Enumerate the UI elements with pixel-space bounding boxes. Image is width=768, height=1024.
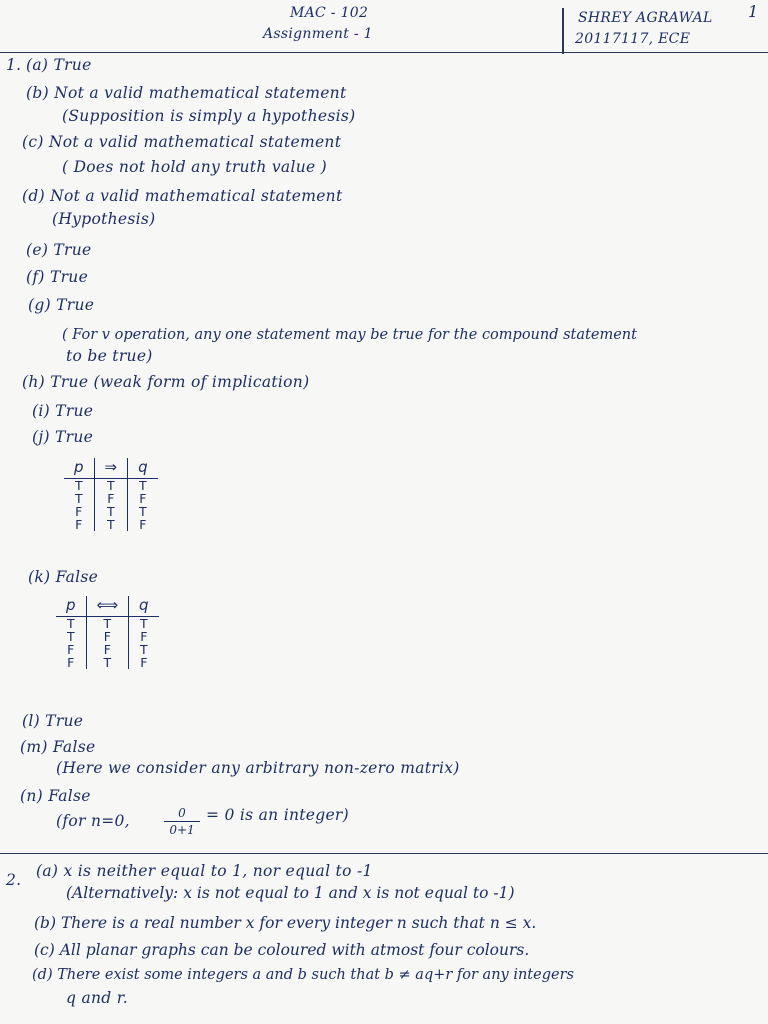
table-cell: F	[128, 492, 158, 505]
fraction-denominator: 0+1	[169, 823, 195, 837]
q1-part-c: (c) Not a valid mathematical statement	[22, 133, 342, 151]
q1-part-f: (f) True	[26, 268, 89, 286]
table-cell: F	[75, 504, 83, 519]
table-j-header-q: q	[128, 458, 158, 479]
q1-part-e: (e) True	[26, 241, 92, 259]
q1-part-d-note: (Hypothesis)	[52, 210, 156, 228]
q2-part-c: (c) All planar graphs can be coloured with atmost four colours.	[34, 941, 530, 959]
table-cell: T	[94, 518, 128, 531]
q1-part-k: (k) False	[28, 568, 99, 586]
q1-part-b: (b) Not a valid mathematical statement	[26, 84, 347, 102]
assignment-title: Assignment - 1	[263, 26, 373, 42]
section-divider	[0, 853, 768, 854]
table-cell: T	[66, 616, 75, 631]
q1-part-m: (m) False	[20, 738, 96, 756]
q1-number: 1.	[6, 56, 22, 74]
q2-part-d: (d) There exist some integers a and b such that b ≠ aq+r for any integers	[32, 967, 574, 983]
table-cell: T	[128, 505, 158, 518]
q2-part-b: (b) There is a real number x for every integer n such that n ≤ x.	[34, 914, 537, 932]
fraction-zero-over-zero-plus-one	[164, 806, 200, 837]
table-cell: T	[74, 491, 83, 506]
q1-part-n: (n) False	[20, 787, 91, 805]
table-cell: T	[129, 643, 159, 656]
truth-table-implication	[64, 458, 158, 531]
q2-part-d-cont: q and r.	[66, 989, 128, 1007]
table-cell: T	[129, 617, 159, 631]
student-name: SHREY AGRAWAL	[578, 10, 713, 26]
table-cell: F	[94, 492, 128, 505]
table-j-header-p: p	[64, 458, 94, 479]
q1-part-g-note-cont: to be true)	[66, 347, 153, 365]
table-row	[64, 479, 158, 493]
q1-part-n-note-cont: = 0 is an integer)	[206, 806, 349, 824]
table-cell: F	[86, 643, 129, 656]
table-cell: F	[75, 517, 83, 532]
q1-part-i: (i) True	[32, 402, 94, 420]
table-k-header-q: q	[129, 596, 159, 617]
q1-part-g: (g) True	[28, 296, 95, 314]
q1-part-l: (l) True	[22, 712, 84, 730]
table-row	[56, 656, 159, 669]
q1-part-j: (j) True	[32, 428, 94, 446]
table-cell: T	[86, 617, 129, 631]
table-cell: F	[67, 642, 75, 657]
q1-part-c-note: ( Does not hold any truth value )	[62, 158, 328, 176]
table-cell: T	[128, 479, 158, 493]
q1-part-d: (d) Not a valid mathematical statement	[22, 187, 343, 205]
table-row	[56, 617, 159, 631]
q1-part-h: (h) True (weak form of implication)	[22, 373, 310, 391]
q1-part-a: (a) True	[26, 56, 92, 74]
table-cell: T	[94, 505, 128, 518]
fraction-bar	[164, 821, 200, 822]
table-cell: F	[86, 630, 129, 643]
table-cell: F	[67, 655, 75, 670]
q1-part-g-note: ( For v operation, any one statement may be true for the compound statement	[62, 327, 637, 343]
table-cell: T	[86, 656, 129, 669]
table-cell: F	[129, 630, 159, 643]
page-number: 1	[748, 2, 759, 21]
fraction-numerator: 0	[178, 806, 186, 820]
header-divider-vertical	[562, 8, 564, 54]
table-cell: T	[74, 478, 83, 493]
q1-part-n-note: (for n=0,	[56, 812, 130, 830]
truth-table-biconditional	[56, 596, 159, 669]
table-row	[64, 518, 158, 531]
q2-part-a: (a) x is neither equal to 1, nor equal to -1	[36, 862, 373, 880]
student-roll-branch: 20117117, ECE	[575, 31, 691, 47]
course-code: MAC - 102	[290, 5, 369, 21]
table-cell: F	[128, 518, 158, 531]
q1-part-m-note: (Here we consider any arbitrary non-zero matrix)	[56, 759, 460, 777]
table-cell: T	[66, 629, 75, 644]
q1-part-b-note: (Supposition is simply a hypothesis)	[62, 107, 356, 125]
table-cell: F	[129, 656, 159, 669]
table-cell: T	[94, 479, 128, 493]
header-divider	[0, 52, 768, 53]
table-j-header-op: ⇒	[94, 458, 128, 479]
table-k-header-p: p	[56, 596, 86, 617]
table-k-header-op: ⟺	[86, 596, 129, 617]
q2-number: 2.	[6, 871, 22, 889]
q2-part-a-note: (Alternatively: x is not equal to 1 and x is not equal to -1)	[66, 884, 515, 902]
